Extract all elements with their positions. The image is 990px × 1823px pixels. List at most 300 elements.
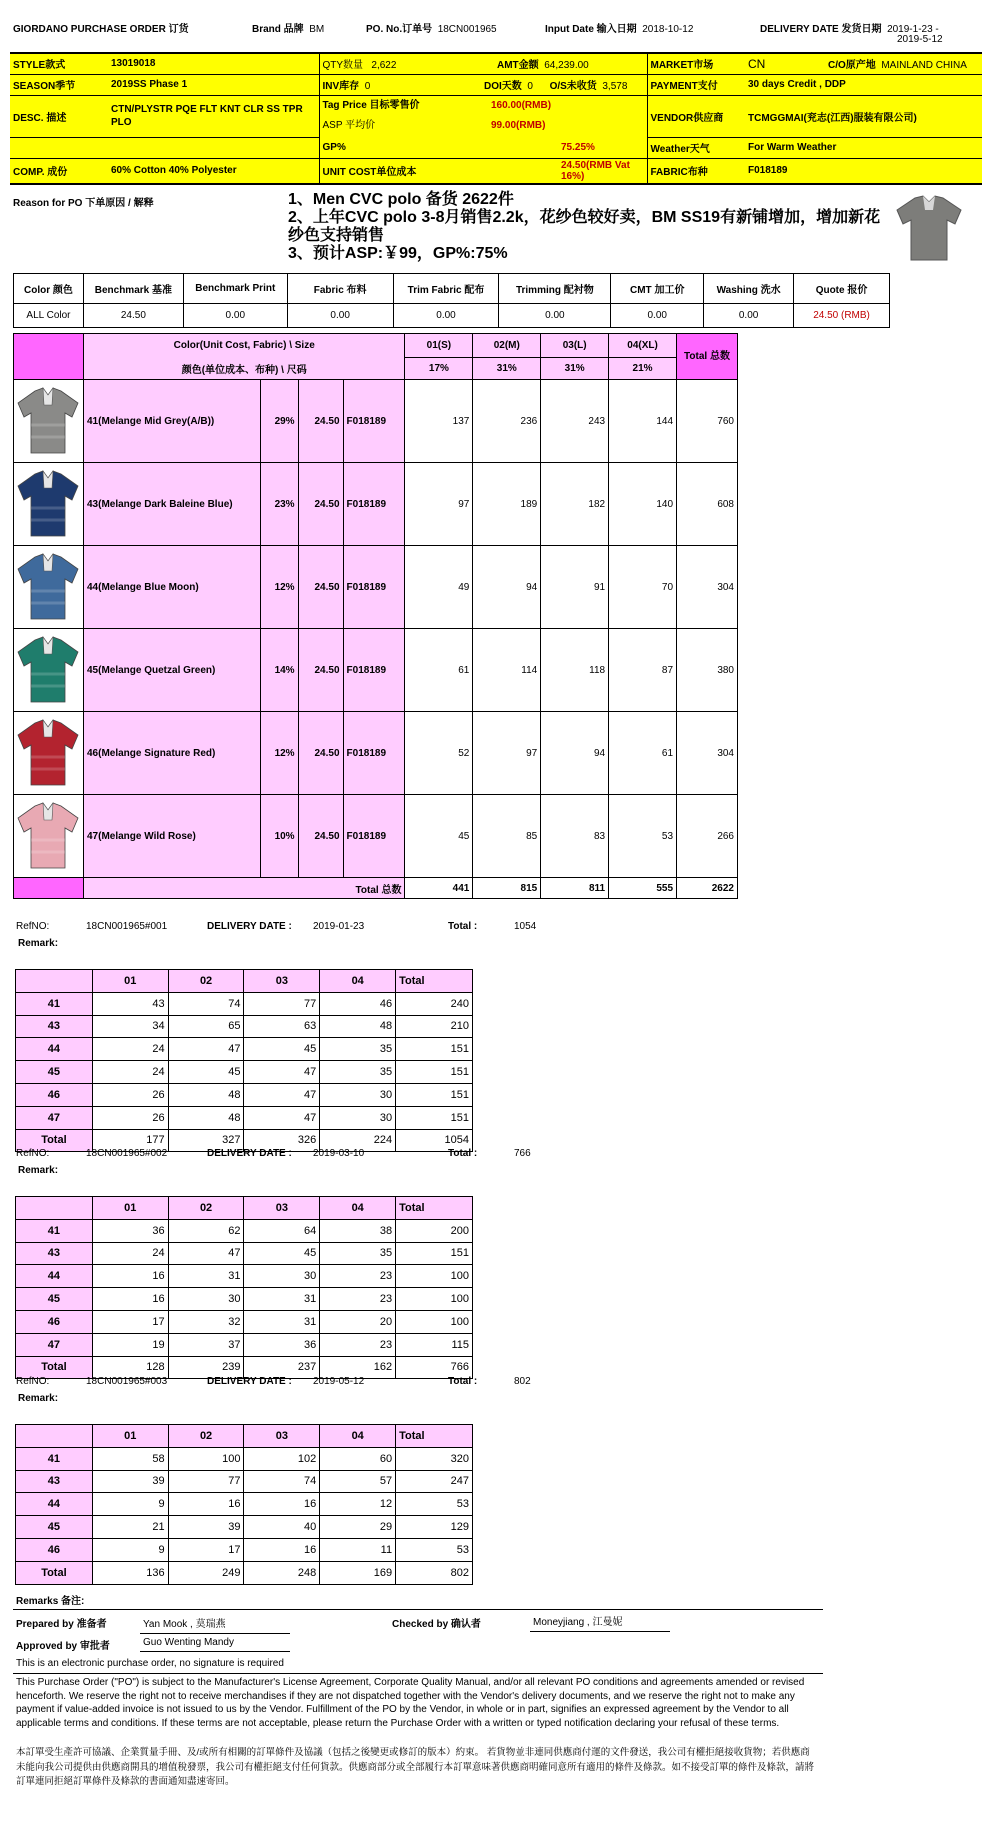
- season-value: 2019SS Phase 1: [111, 79, 188, 90]
- qty-cell: 16: [244, 1538, 320, 1561]
- reason-line-3: 3、预计ASP:￥99，GP%:75%: [288, 245, 508, 262]
- qty-cell: 115: [396, 1333, 473, 1356]
- inv-value: 0: [364, 81, 371, 92]
- qty-cell: 24: [92, 1061, 168, 1084]
- size-row: [14, 712, 738, 795]
- qty-cell: 182: [541, 463, 609, 546]
- bench-header-quote: Quote 报价: [794, 274, 890, 304]
- total-all: 2622: [677, 878, 738, 899]
- qty-cell: 39: [168, 1516, 244, 1539]
- amt-label: AMT金额: [497, 60, 539, 72]
- style-value: 13019018: [111, 58, 156, 70]
- delivery-table: [15, 1424, 473, 1585]
- prepared-label: Prepared by 准备者: [16, 1619, 107, 1630]
- tag-value: 160.00(RMB): [491, 100, 552, 112]
- color-cost: 24.50: [298, 712, 343, 795]
- qty-cell: 46: [320, 992, 396, 1015]
- size-color-table: [13, 333, 738, 899]
- qty-cell: 248: [244, 1561, 320, 1584]
- col-header: 01: [92, 970, 168, 993]
- po-field: [366, 20, 497, 35]
- qty-cell: 100: [168, 1447, 244, 1470]
- qty-cell: 243: [541, 380, 609, 463]
- qty-cell: 48: [168, 1083, 244, 1106]
- bench-header-cmt: CMT 加工价: [611, 274, 704, 304]
- unit-cost-label: UNIT COST单位成本: [319, 158, 481, 184]
- qty-cell: 249: [168, 1561, 244, 1584]
- qty-cell: 30: [320, 1083, 396, 1106]
- shirt-image-cell: [14, 380, 84, 463]
- qty-cell: 30: [320, 1106, 396, 1129]
- delivery-date-value: 2019-03-10: [313, 1148, 365, 1159]
- input-date-field: [545, 20, 693, 35]
- size-row: [14, 380, 738, 463]
- color-pct: 29%: [260, 380, 298, 463]
- shirt-image-cell: [14, 712, 84, 795]
- delivery-total-value: 802: [514, 1376, 531, 1387]
- qty-cell: 40: [244, 1516, 320, 1539]
- row-label: Total: [16, 1129, 93, 1152]
- size-row: [14, 795, 738, 878]
- delivery-row: [16, 1288, 473, 1311]
- prepared-value: Yan Mook , 莫瑞燕: [140, 1615, 290, 1634]
- qty-cell: 320: [396, 1447, 473, 1470]
- bench-trim-fabric: 0.00: [393, 304, 499, 328]
- qty-cell: 49: [405, 546, 473, 629]
- size-ratio-s: 17%: [405, 358, 473, 380]
- qty-cell: 23: [320, 1265, 396, 1288]
- remark-label: Remark:: [18, 1393, 59, 1404]
- qty-cell: 766: [396, 1356, 473, 1379]
- ref-label: RefNO:: [16, 1376, 50, 1387]
- row-label: 47: [16, 1106, 93, 1129]
- shirt-image: [15, 385, 81, 455]
- delivery-total-value: 766: [514, 1148, 531, 1159]
- row-total: 304: [677, 712, 738, 795]
- unit-cost-value: 24.50(RMB Vat 16%): [561, 159, 630, 182]
- delivery-date-value-2: 2019-5-12: [897, 34, 943, 45]
- qty-cell: 236: [473, 380, 541, 463]
- col-header: 03: [244, 970, 320, 993]
- qty-cell: 237: [244, 1356, 320, 1379]
- delivery-date-field: [760, 20, 939, 35]
- qty-cell: 118: [541, 629, 609, 712]
- size-table-header-1: Color(Unit Cost, Fabric) \ Size: [83, 334, 404, 358]
- qty-cell: 136: [92, 1561, 168, 1584]
- color-pct: 12%: [260, 546, 298, 629]
- col-header: Total: [396, 970, 473, 993]
- desc-value: CTN/PLYSTR PQE FLT KNT CLR SS TPR PLO: [108, 95, 319, 137]
- vendor-label: VENDOR供应商: [647, 95, 745, 137]
- co-label: C/O原产地: [828, 60, 876, 72]
- qty-cell: 43: [92, 992, 168, 1015]
- delivery-row: [16, 1493, 473, 1516]
- row-label: Total: [16, 1356, 93, 1379]
- size-header-l: 03(L): [541, 334, 609, 358]
- row-label: 43: [16, 1470, 93, 1493]
- comp-value: 60% Cotton 40% Polyester: [111, 165, 237, 176]
- delivery-date-value: 2019-05-12: [313, 1376, 365, 1387]
- row-label: 44: [16, 1265, 93, 1288]
- qty-cell: 16: [92, 1265, 168, 1288]
- delivery-date-label: DELIVERY DATE :: [207, 1148, 292, 1159]
- color-cost: 24.50: [298, 795, 343, 878]
- size-total-header: Total 总数: [677, 334, 738, 380]
- qty-cell: 58: [92, 1447, 168, 1470]
- qty-cell: 169: [320, 1561, 396, 1584]
- total-xl: 555: [609, 878, 677, 899]
- qty-cell: 39: [92, 1470, 168, 1493]
- qty-cell: 31: [168, 1265, 244, 1288]
- total-s: 441: [405, 878, 473, 899]
- color-name: 43(Melange Dark Baleine Blue): [83, 463, 260, 546]
- qty-cell: 62: [168, 1219, 244, 1242]
- qty-cell: 57: [320, 1470, 396, 1493]
- size-ratio-m: 31%: [473, 358, 541, 380]
- weather-value: For Warm Weather: [748, 142, 837, 153]
- col-header: 04: [320, 1425, 396, 1448]
- terms-chinese: 本訂單受生產許可協議、企業質量手冊、及/或所有相關的訂單條件及協議（包括之後變更或修訂的版本）約束。 若貨物並非連同供應商付運的文件發送，我公司有權拒絕接收貨物；若供應商未能向我公司提供由供應商開具的增值稅發票，我公司有權拒絕支付任何貨款。供應商部分或全部履行本訂單意味著供應商明確同意所有適用的條件及條款。如不接受訂單的條件及條款，請將訂單連同拒絕訂單條件及條款的書面通知盡速寄回。: [16, 1747, 815, 1787]
- qty-cell: 20: [320, 1310, 396, 1333]
- qty-cell: 102: [244, 1447, 320, 1470]
- market-label: MARKET市场: [647, 53, 745, 74]
- qty-cell: 53: [609, 795, 677, 878]
- fabric-label: FABRIC布种: [647, 158, 745, 184]
- delivery-row: [16, 1219, 473, 1242]
- image-header-cell: [14, 334, 84, 380]
- delivery-row: [16, 1083, 473, 1106]
- corner-cell: [16, 1197, 93, 1220]
- color-name: 46(Melange Signature Red): [83, 712, 260, 795]
- remark-label: Remark:: [18, 1165, 59, 1176]
- qty-cell: 11: [320, 1538, 396, 1561]
- qty-cell: 128: [92, 1356, 168, 1379]
- po-value: 18CN001965: [437, 24, 497, 35]
- gp-value: 75.25%: [561, 141, 595, 153]
- qty-cell: 26: [92, 1106, 168, 1129]
- brand-field: [252, 20, 324, 35]
- gp-label: GP%: [319, 137, 481, 158]
- color-name: 41(Melange Mid Grey(A/B)): [83, 380, 260, 463]
- delivery-row: [16, 1516, 473, 1539]
- qty-cell: 48: [168, 1106, 244, 1129]
- corner-cell: [16, 1425, 93, 1448]
- col-header: 01: [92, 1197, 168, 1220]
- total-m: 815: [473, 878, 541, 899]
- col-header: 02: [168, 970, 244, 993]
- qty-value: 2,622: [371, 60, 397, 72]
- po-label: PO. No.订单号: [366, 24, 433, 35]
- qty-cell: 74: [244, 1470, 320, 1493]
- qty-cell: 36: [92, 1219, 168, 1242]
- shirt-image: [15, 800, 81, 870]
- qty-cell: 129: [396, 1516, 473, 1539]
- color-pct: 12%: [260, 712, 298, 795]
- qty-cell: 64: [244, 1219, 320, 1242]
- color-pct: 14%: [260, 629, 298, 712]
- delivery-row: [16, 1561, 473, 1584]
- qty-cell: 53: [396, 1493, 473, 1516]
- qty-cell: 47: [244, 1061, 320, 1084]
- ref-value: 18CN001965#001: [86, 921, 168, 932]
- delivery-row: [16, 1333, 473, 1356]
- qty-cell: 32: [168, 1310, 244, 1333]
- benchmark-table: [13, 273, 890, 328]
- col-header: 02: [168, 1425, 244, 1448]
- qty-cell: 177: [92, 1129, 168, 1152]
- shirt-image: [15, 468, 81, 538]
- qty-cell: 60: [320, 1447, 396, 1470]
- size-ratio-l: 31%: [541, 358, 609, 380]
- ref-value: 18CN001965#002: [86, 1148, 168, 1159]
- qty-cell: 17: [168, 1538, 244, 1561]
- qty-cell: 61: [405, 629, 473, 712]
- qty-cell: 802: [396, 1561, 473, 1584]
- size-row: [14, 463, 738, 546]
- bench-header-fabric: Fabric 布料: [287, 274, 393, 304]
- bench-header-color: Color 颜色: [14, 274, 84, 304]
- row-label: 41: [16, 1219, 93, 1242]
- asp-value: 99.00(RMB): [491, 120, 546, 132]
- tag-label: Tag Price 目标零售价: [322, 100, 420, 112]
- qty-cell: 326: [244, 1129, 320, 1152]
- delivery-row: [16, 1061, 473, 1084]
- row-label: 45: [16, 1516, 93, 1539]
- input-date-value: 2018-10-12: [642, 24, 694, 35]
- input-date-label: Input Date 输入日期: [545, 24, 637, 35]
- color-cost: 24.50: [298, 546, 343, 629]
- row-label: 47: [16, 1333, 93, 1356]
- col-header: 04: [320, 970, 396, 993]
- qty-cell: 19: [92, 1333, 168, 1356]
- shirt-image: [15, 551, 81, 621]
- col-header: 04: [320, 1197, 396, 1220]
- color-fabric: F018189: [343, 795, 405, 878]
- qty-cell: 47: [244, 1106, 320, 1129]
- payment-label: PAYMENT支付: [647, 74, 745, 95]
- row-label: 45: [16, 1061, 93, 1084]
- qty-cell: 77: [168, 1470, 244, 1493]
- qty-cell: 97: [405, 463, 473, 546]
- qty-cell: 52: [405, 712, 473, 795]
- delivery-row: [16, 1447, 473, 1470]
- reason-line-2: 2、上年CVC polo 3-8月销售2.2k，花纱色较好卖，BM SS19有新铺增加，增加新花纱色支持销售: [288, 209, 881, 244]
- delivery-row: [16, 1015, 473, 1038]
- ref-value: 18CN001965#003: [86, 1376, 168, 1387]
- qty-cell: 91: [541, 546, 609, 629]
- col-header: 02: [168, 1197, 244, 1220]
- color-pct: 10%: [260, 795, 298, 878]
- qty-cell: 21: [92, 1516, 168, 1539]
- qty-cell: 65: [168, 1015, 244, 1038]
- market-value: CN: [748, 56, 766, 71]
- qty-cell: 100: [396, 1265, 473, 1288]
- shirt-image-cell: [14, 546, 84, 629]
- weather-label: Weather天气: [647, 137, 745, 158]
- payment-value: 30 days Credit , DDP: [748, 79, 846, 90]
- color-fabric: F018189: [343, 712, 405, 795]
- approved-value: Guo Wenting Mandy: [140, 1637, 290, 1652]
- qty-cell: 35: [320, 1038, 396, 1061]
- qty-cell: 151: [396, 1242, 473, 1265]
- size-row: [14, 629, 738, 712]
- company-title: GIORDANO PURCHASE ORDER 订货: [13, 24, 189, 35]
- qty-cell: 162: [320, 1356, 396, 1379]
- qty-cell: 16: [244, 1493, 320, 1516]
- bench-fabric: 0.00: [287, 304, 393, 328]
- qty-cell: 114: [473, 629, 541, 712]
- reason-text: [288, 191, 888, 263]
- electronic-note: This is an electronic purchase order, no signature is required: [16, 1658, 284, 1669]
- qty-cell: 83: [541, 795, 609, 878]
- qty-cell: 36: [244, 1333, 320, 1356]
- qty-cell: 151: [396, 1083, 473, 1106]
- color-name: 44(Melange Blue Moon): [83, 546, 260, 629]
- row-label: Total: [16, 1561, 93, 1584]
- qty-cell: 210: [396, 1015, 473, 1038]
- delivery-date-label: DELIVERY DATE :: [207, 921, 292, 932]
- style-shirt-image: [893, 194, 965, 262]
- shirt-image-cell: [14, 795, 84, 878]
- row-label: 43: [16, 1242, 93, 1265]
- qty-cell: 24: [92, 1038, 168, 1061]
- info-table: [10, 52, 982, 185]
- row-label: 46: [16, 1538, 93, 1561]
- col-header: 03: [244, 1425, 320, 1448]
- delivery-date-label: DELIVERY DATE :: [207, 1376, 292, 1387]
- row-total: 304: [677, 546, 738, 629]
- qty-cell: 23: [320, 1288, 396, 1311]
- qty-cell: 247: [396, 1470, 473, 1493]
- qty-cell: 26: [92, 1083, 168, 1106]
- size-header-s: 01(S): [405, 334, 473, 358]
- qty-cell: 16: [92, 1288, 168, 1311]
- delivery-row: [16, 1310, 473, 1333]
- total-l: 811: [541, 878, 609, 899]
- row-label: 41: [16, 992, 93, 1015]
- color-cost: 24.50: [298, 629, 343, 712]
- color-fabric: F018189: [343, 463, 405, 546]
- delivery-date-value-1: 2019-1-23 -: [887, 24, 939, 35]
- fabric-value: F018189: [748, 165, 788, 176]
- qty-cell: 327: [168, 1129, 244, 1152]
- terms-english: This Purchase Order ("PO") is subject to the Manufacturer's License Agreement, Corporate Quality Manual, and/or all relevant PO conditions and agreements amended or revised henceforth. We reserve the right not to receive merchandises if they are not dispatched together with the Vendor's delivery documents, and we reserve the right not to make any payment if value-added invoice is not issued to us by the Vendor. Fulfillment of the PO by the Vendor, in whole or in part, signifies an expressed agreement by the Vendor to all applicable terms and conditions. If these terms are not acceptable, please return the Purchase Order with a written or typed notification declaring your refusal of these terms.: [16, 1677, 805, 1729]
- qty-cell: 31: [244, 1288, 320, 1311]
- row-label: 46: [16, 1083, 93, 1106]
- qty-cell: 100: [396, 1288, 473, 1311]
- brand-value: BM: [309, 24, 325, 35]
- row-total: 760: [677, 380, 738, 463]
- bench-header-trim-fabric: Trim Fabric 配布: [393, 274, 499, 304]
- delivery-date-value: 2019-01-23: [313, 921, 365, 932]
- qty-cell: 63: [244, 1015, 320, 1038]
- ref-label: RefNO:: [16, 1148, 50, 1159]
- qty-cell: 151: [396, 1061, 473, 1084]
- row-label: 45: [16, 1288, 93, 1311]
- color-fabric: F018189: [343, 546, 405, 629]
- delivery-row: [16, 1538, 473, 1561]
- qty-cell: 94: [541, 712, 609, 795]
- remark-label: Remark:: [18, 938, 59, 949]
- col-header: 03: [244, 1197, 320, 1220]
- style-label: STYLE款式: [13, 60, 66, 72]
- qty-cell: 100: [396, 1310, 473, 1333]
- row-total: 380: [677, 629, 738, 712]
- remarks-label: Remarks 备注:: [16, 1596, 85, 1607]
- col-header: 01: [92, 1425, 168, 1448]
- size-row: [14, 546, 738, 629]
- row-total: 608: [677, 463, 738, 546]
- size-ratio-xl: 21%: [609, 358, 677, 380]
- qty-cell: 144: [609, 380, 677, 463]
- qty-label: QTY数量: [322, 60, 364, 72]
- color-fabric: F018189: [343, 380, 405, 463]
- comp-label: COMP. 成份: [13, 167, 68, 178]
- delivery-table: [15, 1196, 473, 1379]
- os-label: O/S未收货: [549, 81, 597, 92]
- row-label: 44: [16, 1038, 93, 1061]
- delivery-row: [16, 992, 473, 1015]
- size-header-m: 02(M): [473, 334, 541, 358]
- color-cost: 24.50: [298, 380, 343, 463]
- shirt-image-cell: [14, 629, 84, 712]
- delivery-total-label: Total :: [448, 1376, 478, 1387]
- co-value: MAINLAND CHINA: [881, 60, 967, 72]
- bench-benchmark: 24.50: [83, 304, 183, 328]
- delivery-row: [16, 1470, 473, 1493]
- qty-cell: 9: [92, 1493, 168, 1516]
- delivery-total-label: Total :: [448, 1148, 478, 1159]
- color-pct: 23%: [260, 463, 298, 546]
- qty-cell: 45: [244, 1242, 320, 1265]
- bench-header-washing: Washing 洗水: [704, 274, 794, 304]
- bench-color: ALL Color: [14, 304, 84, 328]
- asp-label: ASP 平均价: [322, 120, 376, 132]
- row-label: 43: [16, 1015, 93, 1038]
- season-label: SEASON季节: [13, 81, 76, 92]
- color-name: 45(Melange Quetzal Green): [83, 629, 260, 712]
- qty-cell: 12: [320, 1493, 396, 1516]
- qty-cell: 189: [473, 463, 541, 546]
- doi-label: DOI天数: [484, 81, 522, 92]
- qty-cell: 48: [320, 1015, 396, 1038]
- ref-label: RefNO:: [16, 921, 50, 932]
- remarks-divider: [13, 1609, 823, 1610]
- row-label: 46: [16, 1310, 93, 1333]
- checked-value: Moneyjiang , 江曼妮: [530, 1613, 670, 1632]
- qty-cell: 200: [396, 1219, 473, 1242]
- qty-cell: 47: [168, 1038, 244, 1061]
- qty-cell: 35: [320, 1061, 396, 1084]
- delivery-row: [16, 1038, 473, 1061]
- qty-cell: 47: [168, 1242, 244, 1265]
- row-label: 44: [16, 1493, 93, 1516]
- qty-cell: 85: [473, 795, 541, 878]
- qty-cell: 240: [396, 992, 473, 1015]
- delivery-table: [15, 969, 473, 1152]
- checked-label: Checked by 确认者: [392, 1619, 481, 1630]
- qty-cell: 17: [92, 1310, 168, 1333]
- bench-header-benchmark-print: Benchmark Print: [183, 274, 287, 304]
- qty-cell: 30: [244, 1265, 320, 1288]
- qty-cell: 87: [609, 629, 677, 712]
- qty-cell: 9: [92, 1538, 168, 1561]
- shirt-image: [15, 634, 81, 704]
- bench-cmt: 0.00: [611, 304, 704, 328]
- bench-header-trimming: Trimming 配衬物: [499, 274, 611, 304]
- qty-cell: 45: [244, 1038, 320, 1061]
- qty-cell: 31: [244, 1310, 320, 1333]
